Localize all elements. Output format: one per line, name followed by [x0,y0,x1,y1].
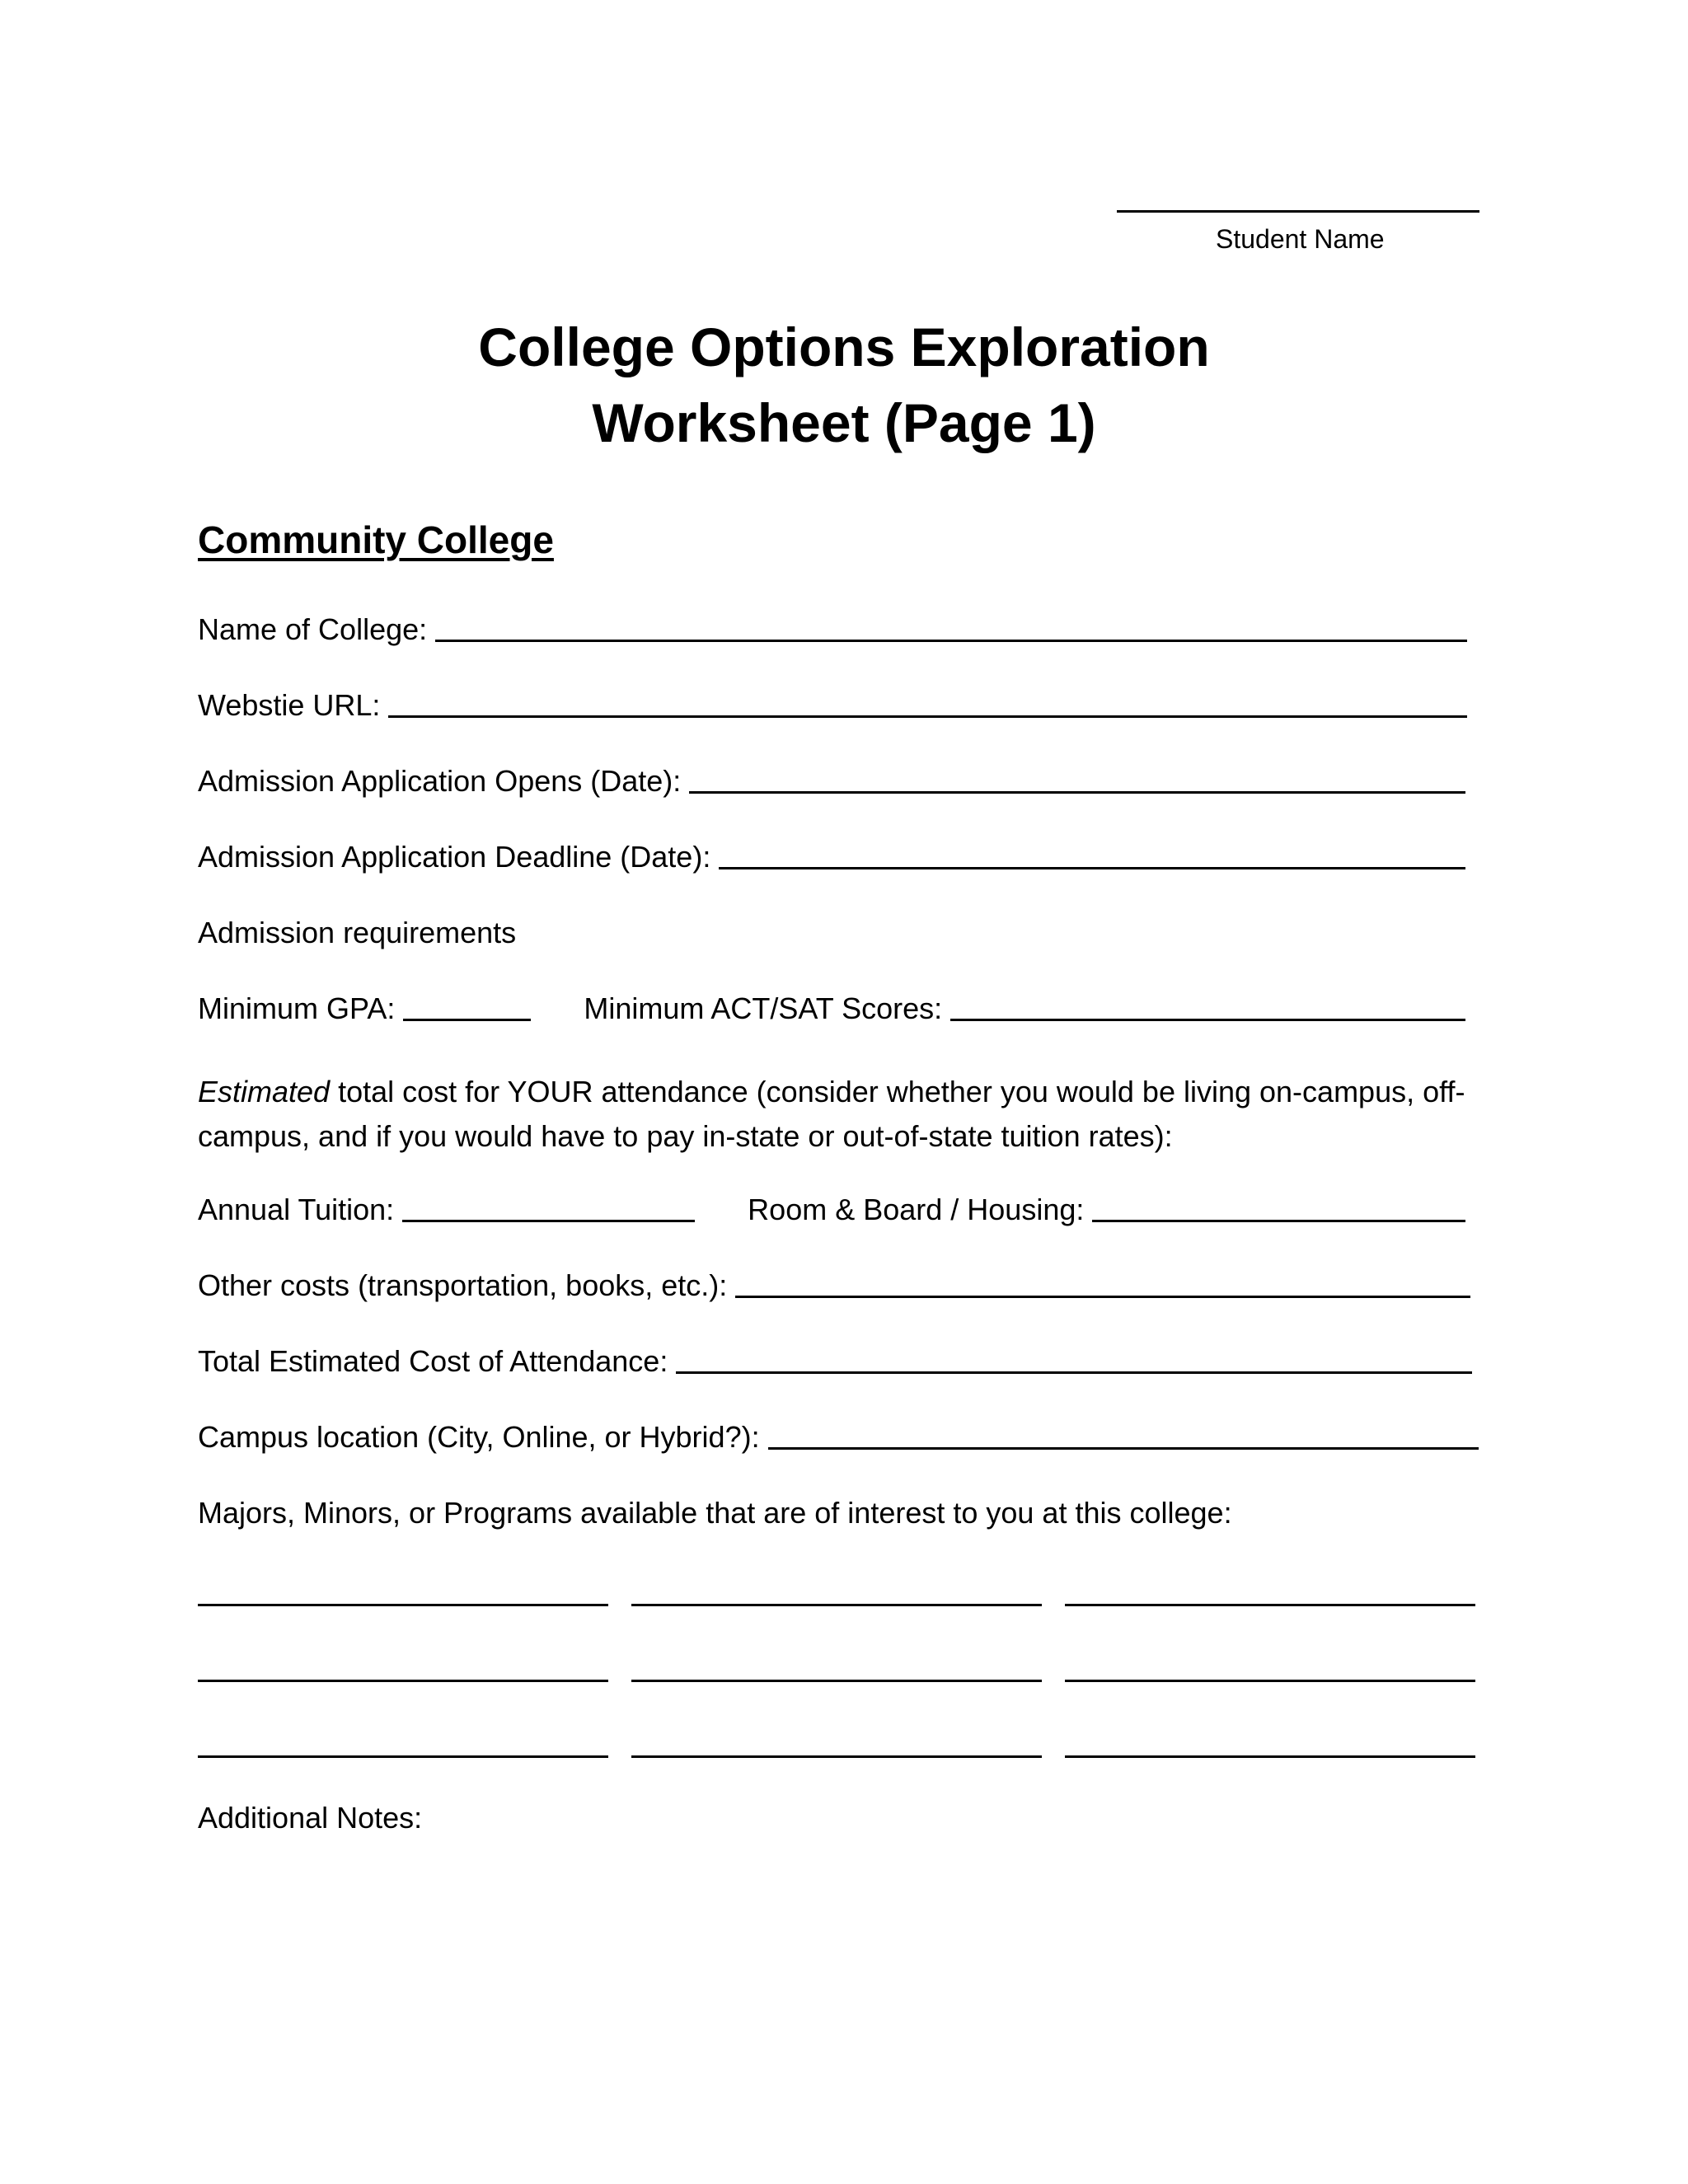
room-board-label: Room & Board / Housing: [748,1193,1085,1226]
student-name-label: Student Name [1216,224,1385,254]
total-cost-field[interactable] [676,1371,1472,1374]
website-url-row [198,686,1467,725]
student-name-field[interactable] [1117,210,1479,213]
total-cost-label: Total Estimated Cost of Attendance: [198,1344,668,1378]
title-line-2: Worksheet (Page 1) [592,392,1096,453]
estimated-word: Estimated [198,1075,331,1108]
room-board-field[interactable] [1092,1220,1465,1222]
total-cost-row [198,1342,1472,1381]
estimated-cost-instructions [198,1070,1484,1159]
application-opens-row [198,762,1465,801]
name-of-college-field[interactable] [435,640,1467,642]
section-heading: Community College [198,518,554,561]
website-url-field[interactable] [388,715,1467,718]
other-costs-row [198,1266,1470,1305]
admission-requirements-row [198,913,1467,953]
major-field[interactable] [198,1604,608,1606]
website-url-label: Webstie URL: [198,688,381,722]
major-field[interactable] [1065,1680,1475,1682]
tuition-housing-row [198,1190,1465,1230]
major-field[interactable] [631,1680,1042,1682]
estimated-cost-text: total cost for YOUR attendance (consider whether you would be living on-campus, off-campus, and if you would have to pay in-state or out-of-state tuition rates): [198,1075,1465,1153]
other-costs-field[interactable] [735,1296,1470,1298]
annual-tuition-field[interactable] [402,1220,695,1222]
application-deadline-row [198,837,1465,877]
name-of-college-label: Name of College: [198,612,428,646]
application-opens-label: Admission Application Opens (Date): [198,764,682,798]
major-field[interactable] [1065,1755,1475,1758]
gpa-act-row [198,989,1465,1029]
campus-location-field[interactable] [768,1447,1479,1450]
student-name-block [1117,210,1479,255]
minimum-gpa-field[interactable] [403,1019,531,1021]
campus-location-row [198,1418,1479,1457]
campus-location-label: Campus location (City, Online, or Hybrid?): [198,1420,760,1454]
annual-tuition-label: Annual Tuition: [198,1193,395,1226]
page-title [0,309,1688,461]
major-field[interactable] [631,1604,1042,1606]
additional-notes-label: Additional Notes: [198,1801,423,1835]
minimum-gpa-label: Minimum GPA: [198,991,396,1025]
majors-row-3 [198,1755,1475,1758]
majors-row-2 [198,1680,1475,1682]
title-line-1: College Options Exploration [478,316,1210,377]
major-field[interactable] [198,1680,608,1682]
application-opens-field[interactable] [689,791,1465,794]
majors-row-1 [198,1604,1475,1606]
other-costs-label: Other costs (transportation, books, etc.): [198,1268,728,1302]
major-field[interactable] [631,1755,1042,1758]
application-deadline-label: Admission Application Deadline (Date): [198,840,711,874]
minimum-act-sat-label: Minimum ACT/SAT Scores: [584,991,943,1025]
major-field[interactable] [198,1755,608,1758]
majors-prompt-row [198,1493,1467,1533]
additional-notes-row [198,1798,1467,1838]
application-deadline-field[interactable] [719,867,1465,869]
major-field[interactable] [1065,1604,1475,1606]
admission-requirements-label: Admission requirements [198,916,517,949]
name-of-college-row [198,610,1467,649]
minimum-act-sat-field[interactable] [950,1019,1465,1021]
majors-prompt-label: Majors, Minors, or Programs available that are of interest to you at this college: [198,1496,1232,1530]
